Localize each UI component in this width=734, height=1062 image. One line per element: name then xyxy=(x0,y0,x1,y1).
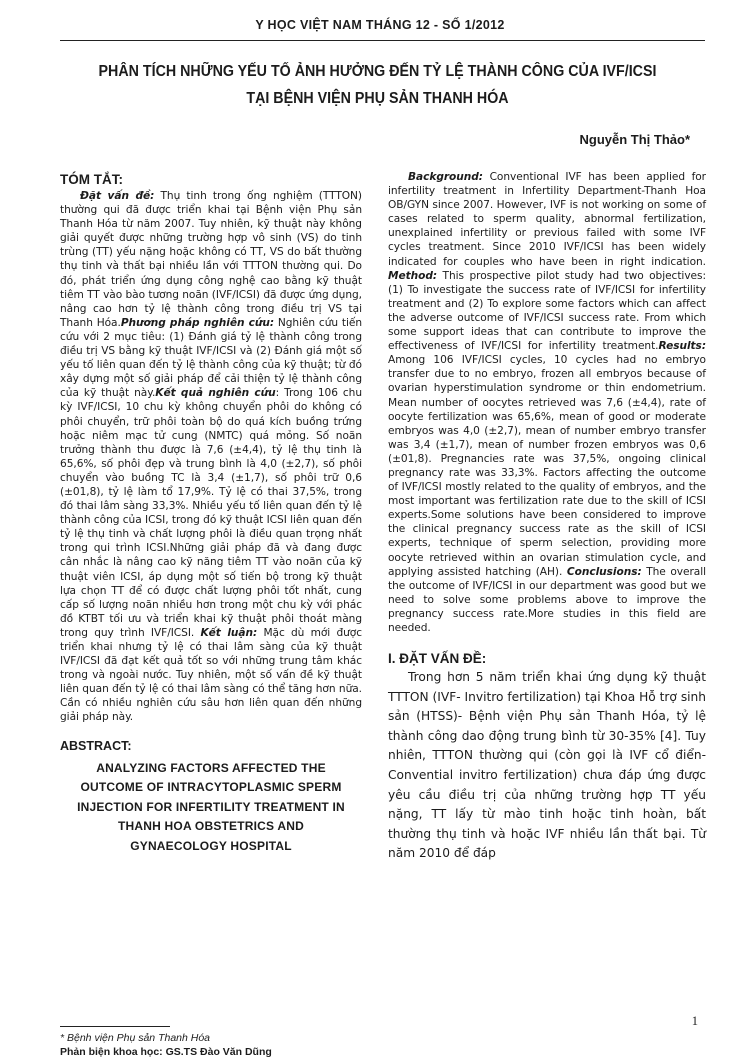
vn-label-background: Đặt vấn đề: xyxy=(80,190,155,202)
vn-text-conclusion: Mặc dù mới được triển khai nhưng tỷ lệ có thai lâm sàng của kỹ thuật IVF/ICSI đã đạt kết quả tốt so với những trung tâm khác trong và ngoài nước. Tuy nhiên, một số vấn đề kỹ thuật liên quan đến tỷ lệ có thai lâm sàng có thể tăng hơn nữa. Cần có nhiều nghiên cứu sâu hơn liên quan đến những giải pháp này. xyxy=(60,626,362,724)
abstract-text xyxy=(388,170,706,635)
page-number: 1 xyxy=(691,1014,698,1028)
vn-text-background: Thụ tinh trong ống nghiệm (TTTON) thường qui đã được triển khai tại Bệnh viện Phụ sản Thanh Hóa từ năm 2007. Tuy nhiên, kỹ thuật này không giải quyết được những trường hợp vô sinh (VS) do tinh trùng (TT) yếu nặng hoặc không có TT, VS do bất thường thụ tinh và thất bại nhiều lần với TTTON thường qui. Do đó, phát triển ứng dụng công nghệ cao bằng kỹ thuật tiêm TT vào bào tương noãn (IVF/ICSI) đã được ứng dụng, nâng cao hơn tỷ lệ thành công trong điều trị VS tại Thanh Hóa. xyxy=(60,190,362,329)
vn-label-results: Kết quả nghiên cứu xyxy=(155,387,276,400)
paper-title-line-2: TẠI BỆNH VIỆN PHỤ SẢN THANH HÓA xyxy=(246,90,509,107)
abstract-heading: ABSTRACT: xyxy=(60,738,132,753)
paper-title-line-1: PHÂN TÍCH NHỮNG YẾU TỐ ẢNH HƯỞNG ĐẾN TỶ LỆ THÀNH CÔNG CỦA IVF/ICSI xyxy=(98,63,657,80)
journal-header: Y HỌC VIỆT NAM THÁNG 12 - SỐ 1/2012 xyxy=(255,18,505,32)
vn-summary-heading: TÓM TẮT: xyxy=(60,172,123,187)
en-text-method: This prospective pilot study had two objectives: (1) To investigate the success rate of IVF/ICSI for infertility treatment and (2) To explore some factors which can affect the adverse outcome of IVF/ICSI success rate. From which some support ideas that can contribute to improve the effectiveness of IVF/ICSI for infertility treatment. xyxy=(388,269,706,353)
en-text-background: Conventional IVF has been applied for infertility treatment in Infertility Department-Thanh Hoa OB/GYN since 2007. However, IVF is not working on some of cases related to sperm quality, abnormal fertilization, unexplained infertility or previous failed with some IVF cycles treatment. Since 2010 IVF/ICSI has been widely indicated for couples who have been in right indication. xyxy=(388,171,706,268)
en-label-background: Background: xyxy=(408,171,483,183)
introduction-text: Trong hơn 5 năm triển khai ứng dụng kỹ thuật TTTON (IVF- Invitro fertilization) tại Khoa Hỗ trợ sinh sản (HTSS)- Bệnh viện Phụ sản Thanh Hóa, tỷ lệ thành công dao động trung bình từ 30-35% [4]. Tuy nhiên, TTTON thường qui (còn gọi là IVF cổ điển- Convential invitro fertilization) chưa đáp ứng được yêu cầu điều trị của những trường hợp TT yếu nặng, TT lấy từ mào tinh hoặc tinh hoàn, bất thường thụ tinh và hoặc IVF nhiều lần thất bại. Từ năm 2010 để đáp xyxy=(388,670,706,861)
footnote-reviewer: Phản biện khoa học: GS.TS Đào Văn Dũng xyxy=(60,1046,272,1058)
footnote-rule xyxy=(60,1026,170,1027)
abstract-title-line-1: ANALYZING FACTORS AFFECTED THE xyxy=(96,760,326,775)
vn-summary-text xyxy=(60,189,362,725)
header-rule xyxy=(60,40,705,41)
vn-label-method: Phương pháp nghiên cứu: xyxy=(120,316,275,329)
vn-text-results: : Trong 106 chu kỳ IVF/ICSI, 10 chu kỳ không chuyển phôi do không có phôi chuyển, trữ phôi toàn bộ do quá kích buồng trứng hoặc niêm mạc tử cung (NMTC) quá mỏng. Số noãn trưởng thành thu được là 7,6 (±4,4), tỷ lệ thụ tinh là 65,6%, số phôi đẹp và trung bình là 4,0 (±2,7), số phôi chuyển vào buồng TC là 3,4 (±1,7), số phôi trữ 0,6 (±01,8), tỷ lệ làm tổ 17,9%. Tỷ lệ có thai 37,5%, trong đó thai lâm sàng 33,3%. Nhiều yếu tố liên quan đến tỷ lệ thành công của ICSI, trong đó kỹ thuật ICSI liên quan đến tỷ lệ thụ tinh và chất lượng phôi là điều quan trọng nhất trong qui trình ICSI.Những giải pháp đã và đang được cân nhắc là nâng cao kỹ năng tiêm TT vào noãn của kỹ thuật viên ICSI, áp dụng một số tiến bộ trong kỹ thuật lựa chọn TT để có được chất lượng phôi tốt nhất, cung cấp số lượng noãn nhiều hơn trong một chu kỳ với phác đồ KTBT tối ưu và triển khai kỹ thuật phôi thoát màng trong quy trình IVF/ICSI. xyxy=(60,387,362,639)
footnote-affiliation: * Bệnh viện Phụ sản Thanh Hóa xyxy=(60,1032,211,1044)
vn-text-method: Nghiên cứu tiến cứu với 2 mục tiêu: (1) Đánh giá tỷ lệ thành công trong điều trị VS bằng kỹ thuật IVF/ICSI và (2) Đánh giá một số yếu tố liên quan đến tỷ lệ thành công của kỹ thuật; từ đó xây dựng một số giải pháp để cải thiện tỷ lệ thành công của kỹ thuật này. xyxy=(60,316,362,400)
abstract-title-line-4: THANH HOA OBSTETRICS AND xyxy=(118,819,304,834)
en-label-results: Results: xyxy=(658,340,706,353)
paper-title xyxy=(81,58,674,112)
abstract-title-line-3: INJECTION FOR INFERTILITY TREATMENT IN xyxy=(77,799,345,814)
en-label-method: Method: xyxy=(388,269,438,282)
left-column xyxy=(60,172,362,856)
right-column xyxy=(388,170,706,864)
abstract-title-line-2: OUTCOME OF INTRACYTOPLASMIC SPERM xyxy=(80,780,342,795)
en-label-conclusion: Conclusions: xyxy=(566,565,642,578)
vn-label-conclusion: Kết luận: xyxy=(200,626,258,639)
abstract-title-line-5: GYNAECOLOGY HOSPITAL xyxy=(130,838,292,853)
author: Nguyễn Thị Thảo* xyxy=(579,132,690,147)
abstract-title xyxy=(60,759,362,857)
en-text-results: Among 106 IVF/ICSI cycles, 10 cycles had no embryo transfer due to no embryo, frozen all embryos because of ovarian hyperstimulation syndrome or thin endometrium. Mean number of oocytes retrieved was 7,6 (±4,4), rate of oocyte fertilization was 65,6%, mean of good or moderate embryos was 4,0 (±2,7), mean of number embryo transfer was 3,4 (±1,7), mean of number frozen embryos was 0,6 (±01,8). Pregnancies rate was 37,5%, ongoing clinical pregnancy rate was 33,3%. Factors affecting the outcome of IVF/ICSI mostly related to the quality of embryos, and the most important was fertilization rate due to the skill of ICSI experts.Some solutions have been considered to improve the clinical pregnancy success rate as the skill of ICSI experts, technique of sperm selection, providing more oocyte retrieved within an ovarian stimulation cycle, and applying assisted hatching (AH). xyxy=(388,354,706,578)
introduction-heading: I. ĐẶT VẤN ĐỀ: xyxy=(388,651,487,667)
en-text-conclusion: The overall the outcome of IVF/ICSI in our department was good but we need to solve some problems above to improve the pregnancy success rate.More studies in this field are needed. xyxy=(388,565,706,634)
